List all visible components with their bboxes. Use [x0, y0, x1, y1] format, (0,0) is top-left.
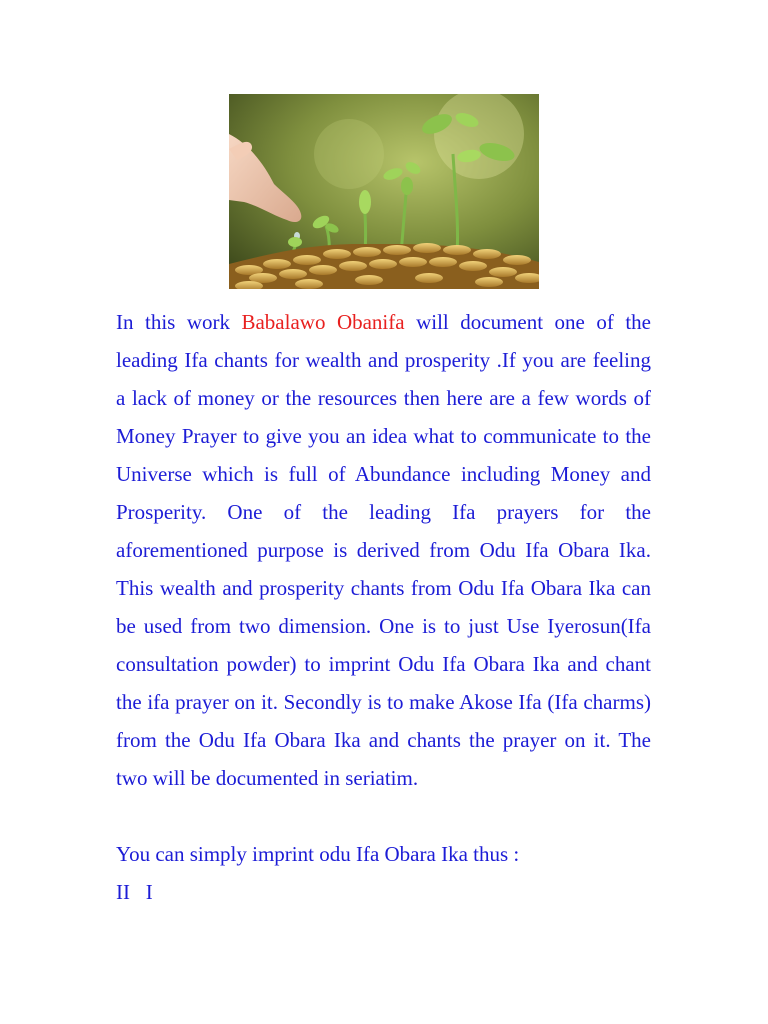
imprint-instruction: You can simply imprint odu Ifa Obara Ika thus : [116, 842, 520, 866]
odu-mark: II I [116, 880, 153, 904]
paragraph-lead: In this work [116, 310, 242, 334]
paragraph-rest: will document one of the leading Ifa chants for wealth and prosperity .If you are feeling a lack of money or the resources then here are a few words of Money Prayer to give you an idea what to communicate to the Universe which is full of Abundance including Money and Prosperity. One of the leading Ifa prayers for the aforementioned purpose is derived from Odu Ifa Obara Ika. This wealth and prosperity chants from Odu Ifa Obara Ika can be used from two dimension. One is to just Use Iyerosun(Ifa consultation powder) to imprint Odu Ifa Obara Ika and chant the ifa prayer on it. Secondly is to make Akose Ifa (Ifa charms) from the Odu Ifa Obara Ika and chants the prayer on it. The two will be documented in seriatim. [116, 310, 652, 790]
body-paragraph [116, 303, 651, 797]
author-name-highlight: Babalawo Obanifa [241, 310, 405, 334]
seedlings-coins-image [229, 94, 539, 289]
seedlings-growing-from-coins-photo-icon [229, 94, 539, 289]
